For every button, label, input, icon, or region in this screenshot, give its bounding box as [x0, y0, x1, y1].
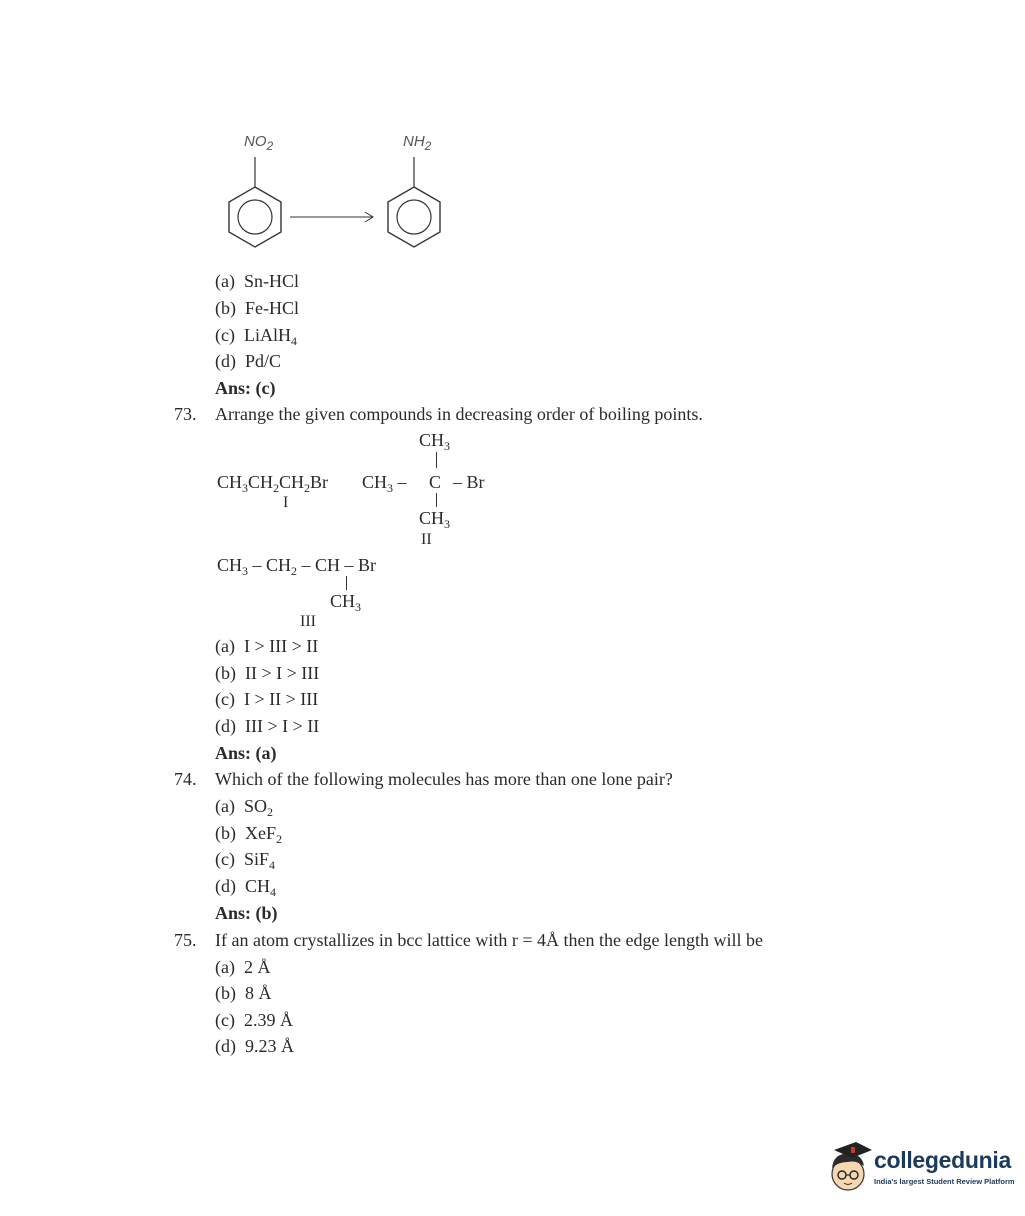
q72-option-a: (a) Sn-HCl: [215, 271, 299, 291]
q73-option-b: (b) II > I > III: [215, 663, 320, 683]
q72-option-c: (c) LiAlH$_4$: [215, 325, 297, 348]
q73-option-a: (a) I > III > II: [215, 636, 319, 656]
q75-option-b: (b) 8 Å: [215, 983, 272, 1003]
brand-tagline: India's largest Student Review Platform: [874, 1177, 1015, 1186]
q75-option-c: (c) 2.39 Å: [215, 1010, 293, 1030]
q75-number: 75.: [174, 930, 197, 950]
q75-option-a: (a) 2 Å: [215, 957, 271, 977]
q73-number: 73.: [174, 404, 197, 424]
compound-II-bottom-methyl: $CH_3$: [419, 508, 451, 531]
benzene-rings-and-arrow: [210, 125, 460, 265]
q74-option-b: (b) XeF$_2$: [215, 823, 282, 846]
compound-II-center-carbon: C: [429, 472, 442, 492]
q75-question: If an atom crystallizes in bcc lattice with r = 4Å then the edge length will be: [215, 930, 763, 950]
compound-II-label: II: [421, 531, 432, 548]
compound-III-branch-methyl: $CH_3$: [330, 591, 362, 614]
compound-III-label: III: [300, 613, 316, 630]
q72-answer: Ans: (c): [215, 378, 276, 398]
reaction-scheme: [210, 125, 460, 265]
q73-answer: Ans: (a): [215, 743, 277, 763]
compound-II-bottom-bond: [436, 493, 437, 507]
compound-III: $CH_3 - CH_2$ – CH – Br: [217, 555, 377, 578]
compound-I: $CH_3CH_2CH_2Br$: [217, 472, 329, 495]
q73-option-d: (d) III > I > II: [215, 716, 320, 736]
brand-name: collegedunia: [874, 1147, 1011, 1173]
q74-option-a: (a) $SO_2$: [215, 796, 273, 819]
compound-II-top-methyl: $CH_3$: [419, 430, 451, 453]
q75-option-d: (d) 9.23 Å: [215, 1036, 294, 1056]
q72-option-d: (d) Pd/C: [215, 351, 282, 371]
compound-II-top-bond: [436, 452, 437, 468]
q74-number: 74.: [174, 769, 197, 789]
compound-I-label: I: [283, 494, 289, 511]
compound-III-branch-bond: [346, 576, 347, 590]
compound-II-bromine: – Br: [453, 472, 485, 492]
q74-question: Which of the following molecules has more than one lone pair?: [215, 769, 673, 789]
compound-II-left-methyl: $CH_3$ –: [362, 472, 407, 495]
reactant-group: $NO_2$: [244, 133, 274, 153]
q74-option-d: (d) $CH_4$: [215, 876, 277, 899]
q74-option-c: (c) SiF$_4$: [215, 849, 276, 872]
product-group: $NH_2$: [403, 133, 432, 153]
q73-question: Arrange the given compounds in decreasing order of boiling points.: [215, 404, 703, 424]
q74-answer: Ans: (b): [215, 903, 278, 923]
q73-option-c: (c) I > II > III: [215, 689, 319, 709]
q72-option-b: (b) Fe-HCl: [215, 298, 299, 318]
